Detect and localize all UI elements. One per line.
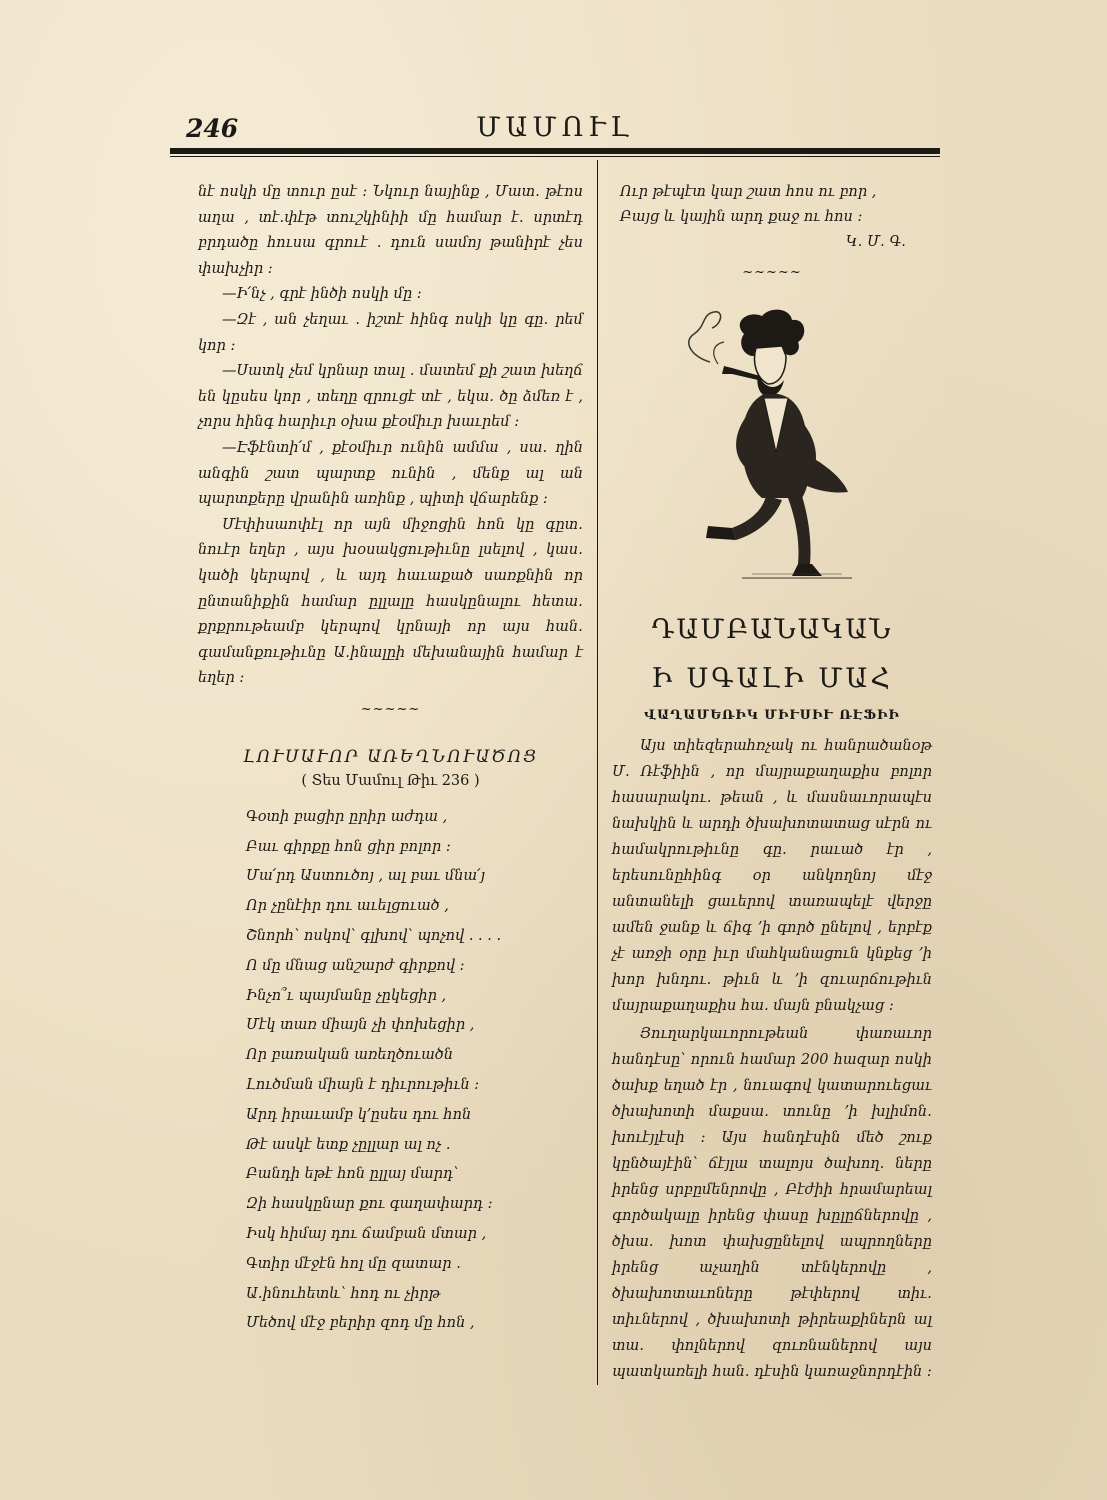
smoking-man-illustration [652, 302, 892, 582]
poem-line: Բանդի եթէ հոն ըլլայ մարդ՝ [246, 1166, 459, 1183]
poem-line: Ինչո՞ւ պայմանը չըկեցիր , [246, 987, 447, 1004]
poem-line: Ա․ինուհետև՝ հոդ ու չիրթ [246, 1285, 441, 1302]
column-divider [597, 160, 598, 1385]
poem-line: Գտիր մէջէն հոլ մը զատար ․ [246, 1255, 461, 1272]
poem-subtitle: ( Տես Մամուլ Թիւ 236 ) [301, 772, 480, 789]
left-column [198, 180, 583, 1339]
poem-line: Որ բառական առեղծուածն [246, 1047, 454, 1064]
poem-line: Արդ իրաւամբ կ՚ըսես դու հոն [246, 1106, 472, 1123]
right-column [612, 180, 932, 1385]
article-headline: ԴԱՄԲԱՆԱԿԱՆ [651, 614, 893, 645]
poem-line: Բայց և կային արդ քաջ ու հոս ։ [620, 209, 863, 225]
poem-line: Թէ ասկէ ետք չըլլար ալ ոչ ․ [246, 1136, 451, 1153]
poem-line: Իսկ հիմայ դու ճամբան մտար , [246, 1226, 487, 1243]
poem-line: Լուծման միայն է դիւրութիւն ։ [246, 1077, 480, 1094]
poem-line: Ուր թէպէտ կար շատ հոս ու բոր , [620, 184, 877, 200]
prose-paragraph: Մէփիսաոփէլ որ այն միջոցին հոն կը գըտ․ նուէր եղեր , այս խօսակցութիւնը լսելով , կաս․ կածի կերպով , և այդ հաւաքած սառքնին որ ընտանիքին համար ըլլալը հասկընալու հետա․ քրքրութեամբ կերպով կրնայի որ այս հան․ գամանքութիւնը Ա․ինալըի մեխանային համար է եղեր ։ [198, 516, 583, 687]
prose-paragraph: —Սատկ չեմ կրնար տալ ․ մատեմ քի շատ խեղճ են կըսես կոր , տեղը զրուցէ տէ , եկա․ ծը ձմեռ է , չորս հինգ հարիւր օխա քէօմիւր խաւրեմ ։ [198, 363, 583, 431]
poem-line: Բաւ գիրքը հոն ցիր բոլոր ։ [246, 838, 451, 855]
poem-line: Գօտի բացիր ըրիր աժդա , [246, 808, 448, 825]
article-headline-line2: Ի ՍԳԱԼԻ ՄԱՀ [651, 663, 893, 694]
poem-title: ԼՈՒՍԱՒՈՐ ԱՌԵՂՆՈՒԱԾՈՑ [243, 746, 538, 767]
page-header [170, 112, 940, 152]
left-prose [198, 180, 583, 692]
article-paragraph: Յուղարկաւորութեան փառաւոր հանդէսը՝ որուն համար 200 հազար ոսկի ծախք եղած էր , նուագով կատարուեցաւ ծխախոտի մաքսա․ տունը ՚ի խլիմոն․խուէյլէսի ։ Այս հանդէսին մեծ շուք կընծայէին՝ ճէյլա տալոյս ծախող․ ները իրենց սրբըմենրովը , Բէժիի հրամարեալ գործակալը իրենց փասը խըլըճներովը , ծխա․ խոտ փախցընելով ապրողները իրենց աչաղին տէնկերովը , ծխախոտաւոները թէփերով տիւ․ տիւներով , ծխախոտի թիրեաքիներն ալ տա․ փոլներով զուռնաներով այս պատկառելի հան․ դէսին կառաջնորդէին ։ [612, 1026, 932, 1380]
page-number: 246 [186, 114, 239, 143]
header-rule-thick [170, 148, 940, 154]
poem-line: Մեծով մէջ բերիր զոդ մը հոն , [246, 1315, 475, 1332]
ornament-divider: ~~~~~ [742, 265, 802, 280]
poem-line: Մա՛րդ Աստուծոյ , ալ բաւ մնա՛յ [246, 868, 485, 885]
ornament-divider: ~~~~~ [360, 701, 421, 717]
poem-line: Շնորհ՝ ոսկով՝ գլխով՝ պոչով . . . . [246, 928, 502, 945]
prose-paragraph: նէ ոսկի մը տուր ըսէ ։ Նկուր նայինք , Մատ․ թէոս աղա , տէ․փէթ տուշկինիի մը համար է․ սրտէդ բրդածը հուսա գրուէ ․ դուն սամոյ թանիրէ չես փախչիր ։ [198, 184, 583, 277]
poem-line: Զի հասկընար քու գաղափարդ ։ [246, 1196, 493, 1213]
article-paragraph: Այս տիեզերահռչակ ու հանրածանօթ Մ․ Ռէֆիին , որ մայրաքաղաքիս բոլոր հասարակու․ թեան , և մասնաւորապէս նախկին և արդի ծխախոտատաց սէրն ու համակրութիւնը գը․ րաւած էր , երեսունըհինգ օր անկողնոյ մէջ անտանելի ցաւերով տառապելէ վերջը ամեն ջանք և ճիգ ՚ի գործ ընելով , երբէք չէ առջի օրը իւր մահկանացուն կնքեց ՚ի խոր խնդու․ թիւն և ՚ի զուարճութիւն մայրաքաղաքիս հա․ մայն բնակչաց ։ [612, 738, 932, 1014]
poem-signature: Կ․ Մ․ Գ․ [845, 234, 906, 250]
running-head: ՄԱՄՈՒԼ [476, 112, 634, 143]
prose-paragraph: —Ի՛նչ , գրէ ինծի ոսկի մը ։ [222, 286, 422, 303]
article-body [612, 733, 932, 1385]
poem-line: Ո մը մնաց անշարժ գիրքով ։ [246, 957, 465, 974]
article-subheadline: ՎԱՂԱՄԵՌԻԿ ՄԻՒՍԻՒ ՌԷՖԻԻ [644, 708, 900, 723]
poem-line: Որ չընէիր դու աւելցուած , [246, 898, 449, 915]
prose-paragraph: —Զէ , ան չեղաւ ․ իշտէ հինգ ոսկի կը գը․ րեմ կոր ։ [198, 311, 583, 354]
poem-ending [612, 180, 932, 255]
poem-line: Մէկ տառ միայն չի փոխեցիր , [246, 1017, 475, 1034]
prose-paragraph: —Էֆէնտի՛մ , քէօմիւր ունին ամմա , սա․ ղին անգին շատ պարտք ունին , մենք ալ ան պարտքերը վրանին առինք , պիտի վճարենք ։ [198, 439, 583, 508]
header-rule-thin [170, 156, 940, 157]
poem [246, 803, 583, 1339]
